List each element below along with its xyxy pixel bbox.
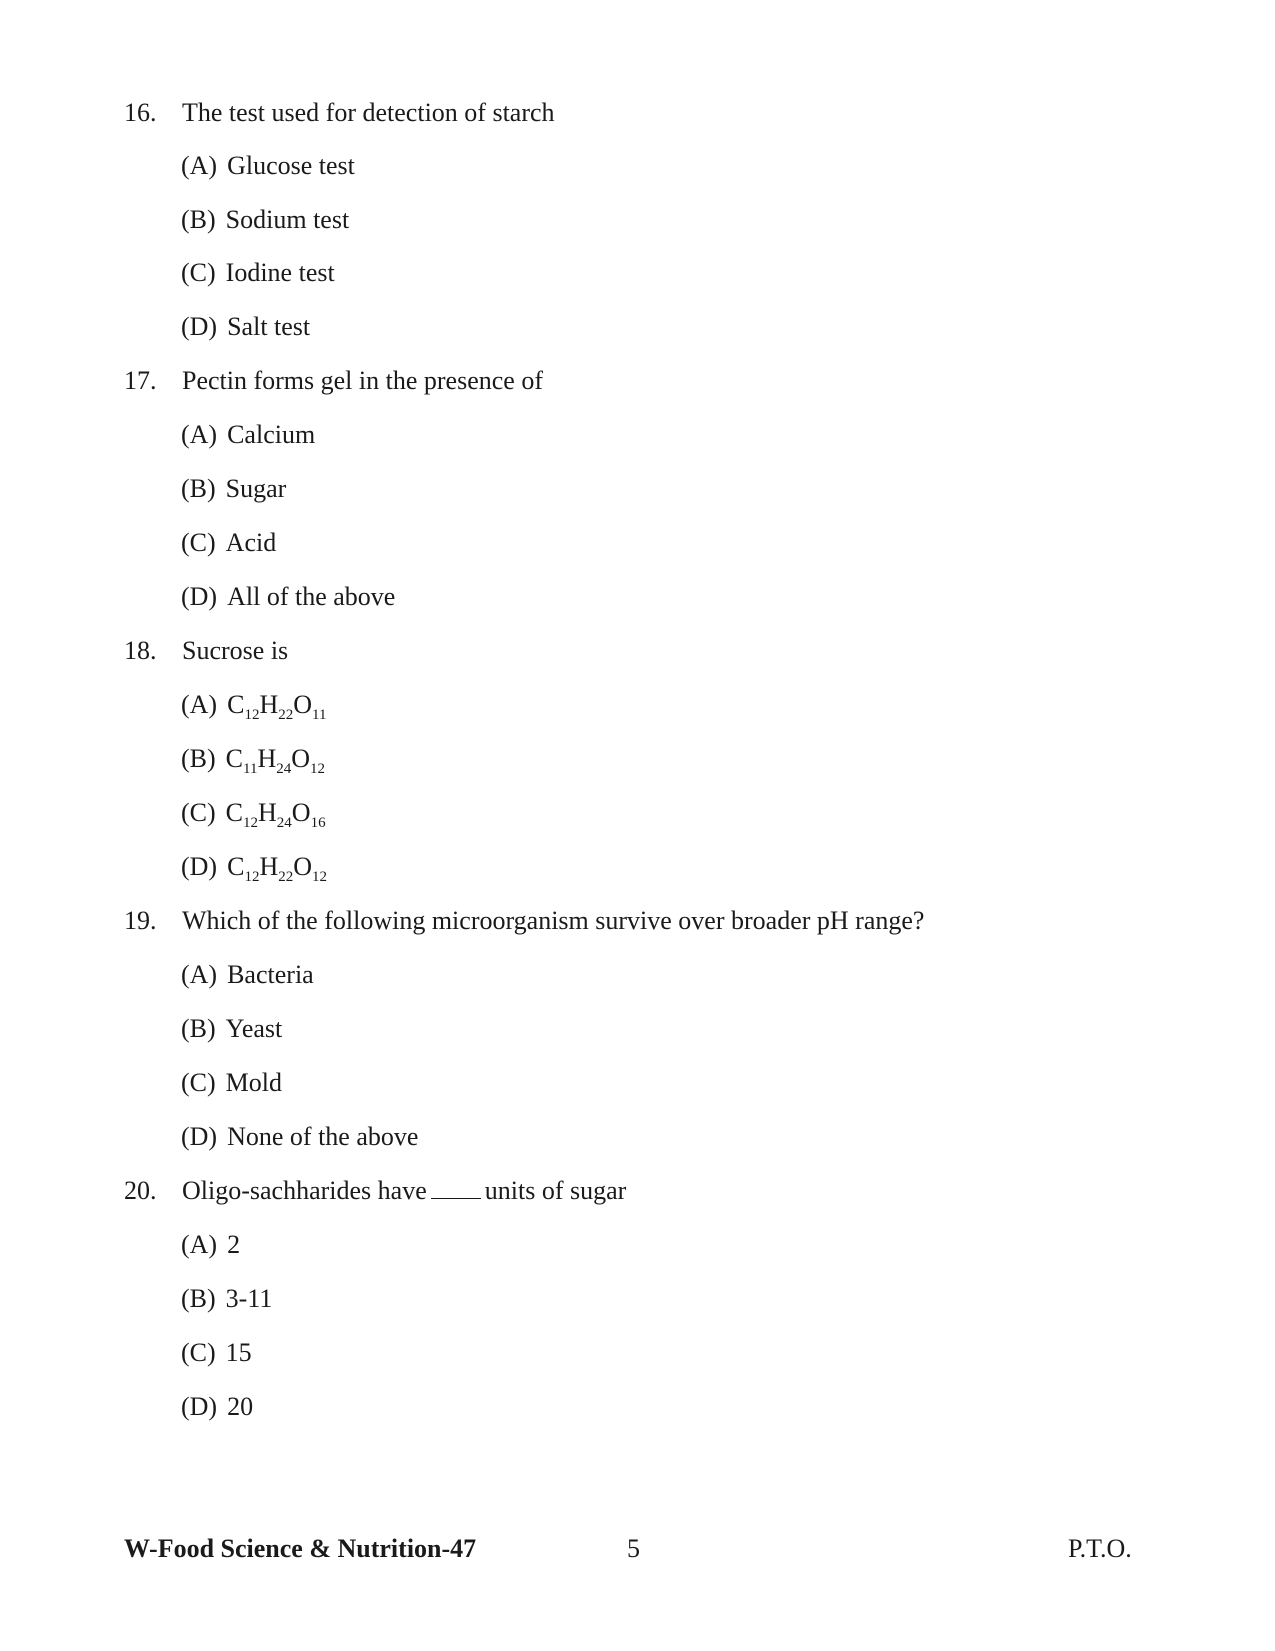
chemical-formula: $C_{12}H_{22}O_{12}$ (227, 852, 327, 885)
option-text: 3-11 (225, 1284, 273, 1313)
option-text: Iodine test (225, 258, 335, 287)
option-text: 2 (227, 1230, 241, 1259)
option-18-d (181, 852, 327, 885)
option-16-c (181, 258, 335, 288)
option-label: (B) (181, 474, 216, 503)
option-19-a (181, 960, 314, 990)
option-text: Sodium test (225, 205, 350, 234)
option-18-a (181, 690, 327, 723)
option-text: Calcium (227, 420, 316, 449)
option-label: (A) (181, 1230, 218, 1259)
option-20-c (181, 1338, 252, 1368)
question-20 (124, 1176, 626, 1206)
option-label: (D) (181, 1122, 218, 1151)
option-label: (B) (181, 205, 216, 234)
option-label: (A) (181, 151, 218, 180)
option-text: 20 (227, 1392, 254, 1421)
option-16-d (181, 312, 310, 342)
question-number: 20. (124, 1176, 157, 1205)
option-19-c (181, 1068, 282, 1098)
question-text: Which of the following microorganism survive over broader pH range? (182, 906, 925, 935)
question-text-after-blank: units of sugar (484, 1176, 627, 1205)
option-19-d (181, 1122, 418, 1152)
option-label: (D) (181, 1392, 218, 1421)
option-label: (D) (181, 582, 218, 611)
fill-in-blank (431, 1176, 481, 1199)
option-label: (B) (181, 744, 216, 773)
option-label: (B) (181, 1014, 216, 1043)
option-20-a (181, 1230, 240, 1260)
option-text: Bacteria (227, 960, 314, 989)
question-text-before-blank: Oligo-sachharides have (182, 1176, 427, 1205)
option-text: Sugar (225, 474, 287, 503)
option-18-b (181, 744, 326, 777)
question-number: 19. (124, 906, 157, 935)
question-19 (124, 906, 924, 936)
option-label: (B) (181, 1284, 216, 1313)
question-number: 16. (124, 98, 157, 127)
option-20-b (181, 1284, 272, 1314)
option-label: (C) (181, 258, 216, 287)
option-text: 15 (225, 1338, 252, 1367)
chemical-formula: $C_{12}H_{22}O_{11}$ (227, 690, 327, 723)
option-label: (C) (181, 1338, 216, 1367)
question-text: The test used for detection of starch (182, 98, 555, 127)
option-label: (C) (181, 1068, 216, 1097)
option-17-c (181, 528, 276, 558)
option-text: Yeast (225, 1014, 283, 1043)
option-text: Acid (225, 528, 277, 557)
option-17-d (181, 582, 395, 612)
option-16-b (181, 205, 349, 235)
option-label: (A) (181, 420, 218, 449)
question-text: Pectin forms gel in the presence of (182, 366, 543, 395)
option-label: (C) (181, 798, 216, 827)
chemical-formula: $C_{11}H_{24}O_{12}$ (225, 744, 326, 777)
option-text: Mold (225, 1068, 283, 1097)
option-text: All of the above (227, 582, 396, 611)
option-17-b (181, 474, 286, 504)
question-number: 17. (124, 366, 157, 395)
chemical-formula: $C_{12}H_{24}O_{16}$ (225, 798, 326, 831)
please-turn-over: P.T.O. (1068, 1534, 1132, 1563)
option-label: (C) (181, 528, 216, 557)
option-text: Salt test (227, 312, 311, 341)
question-17 (124, 366, 543, 396)
footer-title: W-Food Science & Nutrition-47 (124, 1534, 477, 1563)
option-text: Glucose test (227, 151, 355, 180)
question-text: Sucrose is (182, 636, 289, 665)
option-20-d (181, 1392, 253, 1422)
option-16-a (181, 151, 355, 181)
option-label: (A) (181, 960, 218, 989)
option-label: (D) (181, 852, 218, 881)
option-label: (A) (181, 690, 218, 719)
option-18-c (181, 798, 326, 831)
option-19-b (181, 1014, 282, 1044)
option-text: None of the above (227, 1122, 419, 1151)
question-18 (124, 636, 288, 666)
question-number: 18. (124, 636, 157, 665)
page-number: 5 (627, 1534, 640, 1563)
option-17-a (181, 420, 315, 450)
question-16 (124, 98, 555, 128)
option-label: (D) (181, 312, 218, 341)
